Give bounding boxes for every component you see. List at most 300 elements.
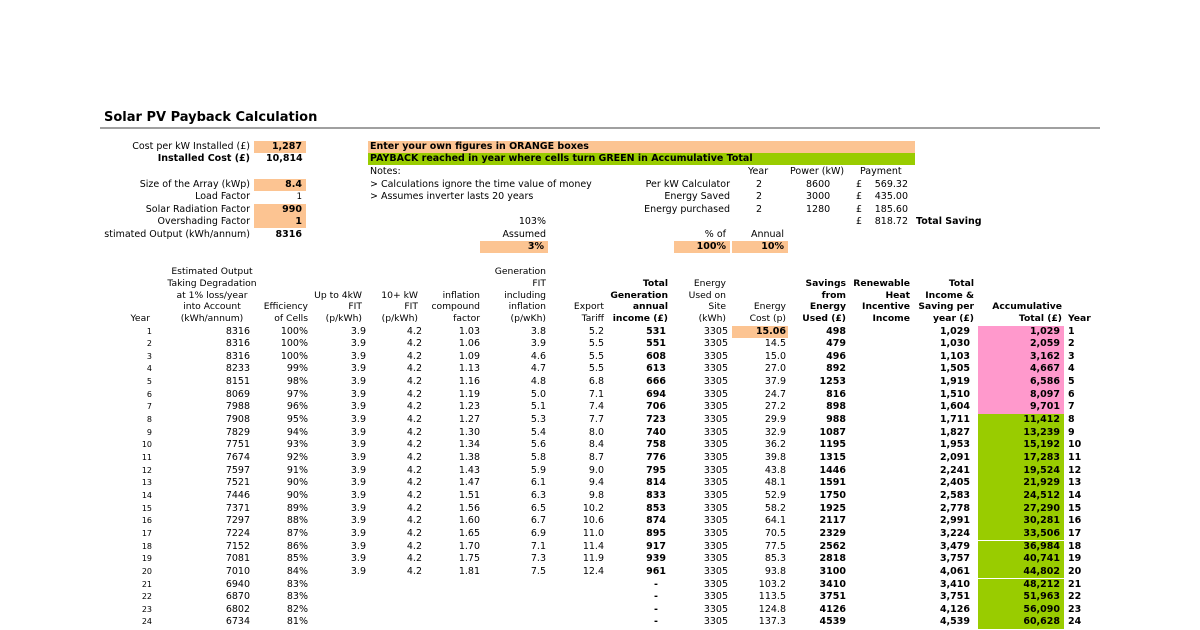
cell-output: 8316 xyxy=(225,338,250,350)
cell-cost: 27.2 xyxy=(764,401,786,413)
cost-per-kw-input[interactable]: 1,287 xyxy=(254,141,306,153)
cell-cost: 27.0 xyxy=(764,363,786,375)
table-row xyxy=(0,414,1200,427)
pct-of-label: % of xyxy=(704,229,726,240)
cell-year2: 19 xyxy=(1068,553,1082,565)
column-header-year-right: Year xyxy=(1068,313,1091,325)
page-title: Solar PV Payback Calculation xyxy=(104,110,318,125)
cell-output: 8233 xyxy=(225,363,250,375)
cell-total-income: 3,224 xyxy=(939,527,970,539)
payment-row-label: Energy purchased xyxy=(644,204,730,215)
cell-eff: 99% xyxy=(286,363,308,375)
cell-gen: 6.3 xyxy=(530,489,546,501)
cell-gen: 5.6 xyxy=(530,439,546,451)
cell-year2: 5 xyxy=(1068,376,1075,388)
cell-site: 3305 xyxy=(703,553,728,565)
cell-export: 6.8 xyxy=(588,376,604,388)
column-header-line: Energy xyxy=(693,277,726,289)
cell-site: 3305 xyxy=(703,515,728,527)
cell-total: 723 xyxy=(646,414,666,426)
column-header-line: Energy xyxy=(809,301,846,313)
cell-output: 7152 xyxy=(225,540,250,552)
column-header-year: Year xyxy=(130,313,150,325)
total-saving-currency: £ xyxy=(856,216,863,227)
cell-year2: 12 xyxy=(1068,464,1082,476)
cell-total: 613 xyxy=(646,363,666,375)
cell-total: 551 xyxy=(646,338,666,350)
cell-output: 7010 xyxy=(225,565,250,577)
cell-fit10: 4.2 xyxy=(406,363,422,375)
cell-cost: 48.1 xyxy=(764,477,786,489)
table-row xyxy=(0,490,1200,503)
cell-eff: 93% xyxy=(286,439,308,451)
payment-row-year: 2 xyxy=(756,179,763,190)
cell-total: 814 xyxy=(646,477,666,489)
column-header-line: Accumulative xyxy=(992,301,1062,313)
cell-fit4: 3.9 xyxy=(350,489,366,501)
cell-infl: 1.47 xyxy=(458,477,480,489)
column-header-line: Total xyxy=(642,277,668,289)
cell-year: 18 xyxy=(141,541,152,551)
cell-site: 3305 xyxy=(703,616,728,628)
cell-fit4: 3.9 xyxy=(350,325,366,337)
cell-year: 5 xyxy=(146,377,152,387)
column-header-line: Savings xyxy=(805,277,846,289)
cell-site: 3305 xyxy=(703,439,728,451)
cell-site: 3305 xyxy=(703,350,728,362)
solar-radiation-label: Solar Radiation Factor xyxy=(145,204,250,215)
cell-infl: 1.06 xyxy=(458,338,480,350)
column-header-line: Efficiency xyxy=(263,301,308,313)
cell-infl: 1.27 xyxy=(458,414,480,426)
cell-export xyxy=(552,579,604,592)
cell-cost: 15.06 xyxy=(732,326,788,339)
cell-fit4: 3.9 xyxy=(350,363,366,375)
table-row xyxy=(0,515,1200,528)
array-size-input[interactable]: 8.4 xyxy=(254,179,306,191)
table-row xyxy=(0,452,1200,465)
table-row xyxy=(0,389,1200,402)
cell-site: 3305 xyxy=(703,578,728,590)
payment-row-label: Per kW Calculator xyxy=(645,179,730,190)
annual-input[interactable]: 10% xyxy=(732,241,788,253)
cell-gen: 5.3 xyxy=(530,414,546,426)
cell-gen xyxy=(486,616,546,629)
column-header-line: Tariff xyxy=(581,313,604,325)
cell-site: 3305 xyxy=(703,489,728,501)
column-header-line: year (£) xyxy=(933,313,974,325)
cell-accum: 48,212 xyxy=(978,579,1064,592)
cell-eff: 84% xyxy=(286,565,308,577)
cell-output: 7521 xyxy=(225,477,250,489)
cell-savings: 1315 xyxy=(819,452,846,463)
table-row xyxy=(0,427,1200,440)
cell-accum: 3,162 xyxy=(978,351,1064,364)
cell-output: 6870 xyxy=(225,591,250,603)
cell-savings: 3751 xyxy=(819,591,846,603)
cell-export: 7.1 xyxy=(588,388,604,400)
cell-year: 22 xyxy=(141,592,152,602)
cell-infl: 1.56 xyxy=(458,502,480,514)
column-header-line: annual xyxy=(632,301,668,313)
cell-accum: 2,059 xyxy=(978,338,1064,351)
payment-row-currency: £ xyxy=(856,191,863,202)
cell-output: 8151 xyxy=(225,376,250,388)
cell-fit4: 3.9 xyxy=(350,565,366,577)
cell-export: 11.9 xyxy=(582,553,604,565)
cell-year: 24 xyxy=(141,617,152,627)
cell-total-income: 2,241 xyxy=(939,464,970,476)
cell-eff: 100% xyxy=(280,338,308,350)
column-header-line: into Account xyxy=(183,301,241,313)
cell-total-income: 4,126 xyxy=(939,603,970,615)
cell-infl: 1.60 xyxy=(458,515,480,527)
cell-fit4: 3.9 xyxy=(350,388,366,400)
cell-total-income: 2,991 xyxy=(939,515,970,527)
cell-total: 917 xyxy=(646,540,666,552)
overshading-label: Overshading Factor xyxy=(157,216,250,227)
column-header-line: (p/kWh) xyxy=(325,313,362,325)
cell-fit4: 3.9 xyxy=(350,414,366,426)
cell-output: 6940 xyxy=(225,578,250,590)
table-row xyxy=(0,579,1200,592)
cell-year2: 18 xyxy=(1068,540,1082,552)
title-rule xyxy=(100,127,1100,129)
cell-cost: 77.5 xyxy=(764,540,786,552)
cell-total: 795 xyxy=(646,464,666,476)
cell-site: 3305 xyxy=(703,591,728,603)
cell-infl: 1.81 xyxy=(458,565,480,577)
table-row xyxy=(0,616,1200,629)
payment-row-power: 8600 xyxy=(806,179,831,190)
payment-row-power: 3000 xyxy=(806,191,831,202)
cell-cost: 103.2 xyxy=(758,578,786,590)
cell-year2: 24 xyxy=(1068,616,1082,628)
cell-total-income: 3,410 xyxy=(939,578,970,590)
cell-accum: 9,701 xyxy=(978,401,1064,414)
cell-cost: 113.5 xyxy=(758,591,786,603)
cell-output: 8069 xyxy=(225,388,250,400)
cell-eff: 94% xyxy=(286,426,308,438)
cell-infl xyxy=(428,591,480,604)
load-factor-value: 1 xyxy=(296,192,302,202)
cell-savings: 1195 xyxy=(819,439,846,451)
cell-cost: 137.3 xyxy=(758,616,786,628)
cell-savings: 2818 xyxy=(819,553,846,565)
cell-year: 13 xyxy=(141,478,152,488)
cell-eff: 100% xyxy=(280,350,308,362)
cell-eff: 83% xyxy=(286,578,308,590)
cell-output: 7597 xyxy=(225,464,250,476)
cell-fit4: 3.9 xyxy=(350,540,366,552)
cell-accum: 11,412 xyxy=(978,414,1064,427)
cell-savings: 892 xyxy=(826,363,846,375)
cell-gen: 6.5 xyxy=(530,502,546,514)
cell-export: 10.6 xyxy=(582,515,604,527)
cell-export: 8.0 xyxy=(588,426,604,438)
column-header-line: Site xyxy=(708,301,726,313)
cell-total-income: 1,827 xyxy=(939,426,970,438)
solar-radiation-input[interactable]: 990 xyxy=(254,204,306,216)
column-header-line: Cost (p) xyxy=(749,313,786,325)
cell-year: 3 xyxy=(146,351,152,361)
table-row xyxy=(0,553,1200,566)
cell-year: 7 xyxy=(146,402,152,412)
column-header-line: Total (£) xyxy=(1018,313,1062,325)
table-row xyxy=(0,477,1200,490)
cell-year2: 1 xyxy=(1068,325,1075,337)
cell-cost: 32.9 xyxy=(764,426,786,438)
payment-row-currency: £ xyxy=(856,204,863,215)
cell-site: 3305 xyxy=(703,502,728,514)
orange-banner: Enter your own figures in ORANGE boxes xyxy=(368,141,915,153)
payment-row-year: 2 xyxy=(756,191,763,202)
est-output-value: 8316 xyxy=(275,229,302,240)
cell-site: 3305 xyxy=(703,565,728,577)
cell-export: 8.4 xyxy=(588,439,604,451)
cell-site: 3305 xyxy=(703,414,728,426)
cell-total-income: 3,479 xyxy=(939,540,970,552)
table-row xyxy=(0,401,1200,414)
cell-infl: 1.19 xyxy=(458,388,480,400)
cell-export: 9.8 xyxy=(588,489,604,501)
assumed-input[interactable]: 3% xyxy=(480,241,548,253)
cell-fit4 xyxy=(316,591,366,604)
cell-accum: 30,281 xyxy=(978,515,1064,528)
column-header-line: Export xyxy=(573,301,604,313)
cell-eff: 85% xyxy=(286,553,308,565)
column-header-line: inflation xyxy=(508,301,546,313)
cell-total: - xyxy=(654,616,658,628)
cell-accum: 33,506 xyxy=(978,528,1064,541)
cell-fit10: 4.2 xyxy=(406,502,422,514)
cell-total: 666 xyxy=(646,376,666,388)
cell-year: 1 xyxy=(146,326,152,336)
cell-gen: 5.1 xyxy=(530,401,546,413)
pct-of-input[interactable]: 100% xyxy=(674,241,730,253)
cell-output: 8316 xyxy=(225,325,250,337)
notes-label: Notes: xyxy=(370,166,401,177)
cell-fit10 xyxy=(372,579,422,592)
cell-year: 19 xyxy=(141,554,152,564)
cell-infl: 1.16 xyxy=(458,376,480,388)
cell-fit10 xyxy=(372,591,422,604)
cell-eff: 90% xyxy=(286,489,308,501)
cell-accum: 8,097 xyxy=(978,389,1064,402)
cell-export: 10.2 xyxy=(582,502,604,514)
cell-fit10: 4.2 xyxy=(406,553,422,565)
cell-gen: 6.9 xyxy=(530,527,546,539)
cell-total: 776 xyxy=(646,452,666,463)
cell-accum: 15,192 xyxy=(978,439,1064,452)
column-header-line: (kWh/annum) xyxy=(180,313,244,325)
cell-site: 3305 xyxy=(703,527,728,539)
cell-year: 21 xyxy=(141,579,152,589)
cell-fit4: 3.9 xyxy=(350,401,366,413)
cell-savings: 988 xyxy=(826,414,846,426)
table-row xyxy=(0,439,1200,452)
cell-infl: 1.34 xyxy=(458,439,480,451)
load-factor-label: Load Factor xyxy=(195,191,250,202)
cell-accum: 4,667 xyxy=(978,363,1064,376)
cell-export: 9.0 xyxy=(588,464,604,476)
table-row xyxy=(0,566,1200,579)
cell-total-income: 2,583 xyxy=(939,489,970,501)
cell-export: 12.4 xyxy=(582,565,604,577)
cell-total: - xyxy=(654,578,658,590)
overshading-input[interactable]: 1 xyxy=(254,216,306,228)
cell-fit4: 3.9 xyxy=(350,527,366,539)
total-saving-value: 818.72 xyxy=(874,216,908,227)
cell-savings: 898 xyxy=(826,401,846,413)
total-saving-label: Total Saving xyxy=(916,216,982,227)
cell-cost: 24.7 xyxy=(764,388,786,400)
note-line-1: > Calculations ignore the time value of money xyxy=(370,179,592,190)
cell-savings: 1591 xyxy=(819,477,846,489)
cell-accum: 44,802 xyxy=(978,566,1064,579)
cost-per-kw-label: Cost per kW Installed (£) xyxy=(132,141,250,152)
cell-cost: 58.2 xyxy=(764,502,786,514)
cell-infl: 1.65 xyxy=(458,527,480,539)
payment-row-power: 1280 xyxy=(806,204,831,215)
cell-gen: 5.8 xyxy=(530,452,546,463)
cell-savings: 3100 xyxy=(819,565,846,577)
cell-year: 2 xyxy=(146,339,152,349)
note-line-2: > Assumes inverter lasts 20 years xyxy=(370,191,534,202)
column-header-line: FIT xyxy=(348,301,362,313)
cell-export xyxy=(552,616,604,629)
cell-savings: 1087 xyxy=(819,426,846,438)
cell-export: 5.5 xyxy=(588,363,604,375)
table-row xyxy=(0,465,1200,478)
cell-year: 9 xyxy=(146,427,152,437)
cell-eff: 86% xyxy=(286,540,308,552)
cell-year2: 21 xyxy=(1068,578,1082,590)
cell-savings: 3410 xyxy=(819,578,846,590)
cell-export: 8.7 xyxy=(588,452,604,463)
cell-fit4: 3.9 xyxy=(350,502,366,514)
cell-total: 608 xyxy=(646,350,666,362)
cell-year2: 23 xyxy=(1068,603,1082,615)
cell-fit4 xyxy=(316,616,366,629)
cell-fit10: 4.2 xyxy=(406,414,422,426)
cell-accum: 21,929 xyxy=(978,477,1064,490)
cell-savings: 1253 xyxy=(819,376,846,388)
cell-total-income: 1,953 xyxy=(939,439,970,451)
cell-total-income: 2,778 xyxy=(939,502,970,514)
cell-savings: 496 xyxy=(826,350,846,362)
cell-fit10: 4.2 xyxy=(406,515,422,527)
table-row xyxy=(0,503,1200,516)
est-output-label: stimated Output (kWh/annum) xyxy=(104,229,250,240)
column-header-line: Estimated Output xyxy=(171,266,253,277)
cell-site: 3305 xyxy=(703,540,728,552)
cell-total-income: 1,604 xyxy=(939,401,970,413)
cell-fit4: 3.9 xyxy=(350,477,366,489)
cell-gen: 6.1 xyxy=(530,477,546,489)
cell-fit10: 4.2 xyxy=(406,477,422,489)
array-size-label: Size of the Array (kWp) xyxy=(139,179,250,190)
cell-year: 17 xyxy=(141,528,152,538)
column-header-line: Up to 4kW xyxy=(314,289,362,301)
cell-fit4: 3.9 xyxy=(350,452,366,463)
cell-accum: 6,586 xyxy=(978,376,1064,389)
cell-savings: 479 xyxy=(826,338,846,350)
cell-total-income: 1,510 xyxy=(939,388,970,400)
cell-eff: 88% xyxy=(286,515,308,527)
annual-label: Annual xyxy=(750,229,784,240)
cell-export: 7.4 xyxy=(588,401,604,413)
payment-row-value: 185.60 xyxy=(874,204,908,215)
cell-cost: 37.9 xyxy=(764,376,786,388)
cell-fit10 xyxy=(372,616,422,629)
cell-infl: 1.23 xyxy=(458,401,480,413)
cell-year: 11 xyxy=(141,453,152,462)
cell-fit10: 4.2 xyxy=(406,452,422,463)
column-header-line: Income & xyxy=(925,289,974,301)
table-row xyxy=(0,351,1200,364)
cell-gen: 6.7 xyxy=(530,515,546,527)
cell-eff: 82% xyxy=(286,603,308,615)
cell-fit10: 4.2 xyxy=(406,527,422,539)
cell-fit10: 4.2 xyxy=(406,565,422,577)
cell-export: 5.5 xyxy=(588,338,604,350)
cell-fit4 xyxy=(316,579,366,592)
cell-site: 3305 xyxy=(703,376,728,388)
cell-savings: 4126 xyxy=(819,603,846,615)
cell-cost: 124.8 xyxy=(758,603,786,615)
assumed-label: Assumed xyxy=(502,229,546,240)
cell-year: 23 xyxy=(141,604,152,614)
column-header-line: Saving per xyxy=(918,301,974,313)
cell-output: 7988 xyxy=(225,401,250,413)
cell-infl: 1.09 xyxy=(458,350,480,362)
column-header-line: Total xyxy=(948,277,974,289)
cell-cost: 36.2 xyxy=(764,439,786,451)
cell-accum: 36,984 xyxy=(978,541,1064,554)
cell-year: 12 xyxy=(141,465,152,475)
cell-infl: 1.43 xyxy=(458,464,480,476)
cell-year2: 14 xyxy=(1068,489,1082,501)
cell-site: 3305 xyxy=(703,338,728,350)
column-header-line: Generation xyxy=(610,289,668,301)
column-header-line: compound xyxy=(431,301,480,313)
cell-fit10: 4.2 xyxy=(406,388,422,400)
cell-total-income: 1,029 xyxy=(939,325,970,337)
cell-total: 694 xyxy=(646,388,666,400)
column-header-line: Incentive xyxy=(862,301,910,313)
cell-fit4: 3.9 xyxy=(350,553,366,565)
table-row xyxy=(0,326,1200,339)
cell-total-income: 1,030 xyxy=(939,338,970,350)
cell-year2: 11 xyxy=(1068,452,1082,463)
cell-cost: 70.5 xyxy=(764,527,786,539)
cell-eff: 100% xyxy=(280,325,308,337)
cell-fit10: 4.2 xyxy=(406,426,422,438)
cell-gen xyxy=(486,591,546,604)
cell-accum: 1,029 xyxy=(978,326,1064,339)
cell-fit10: 4.2 xyxy=(406,439,422,451)
cell-fit10: 4.2 xyxy=(406,376,422,388)
cell-savings: 4539 xyxy=(819,616,846,628)
column-header-line: Used (£) xyxy=(802,313,846,325)
cell-total: 939 xyxy=(646,553,666,565)
cell-output: 7674 xyxy=(225,452,250,463)
cell-accum: 56,090 xyxy=(978,604,1064,617)
cell-cost: 39.8 xyxy=(764,452,786,463)
cell-savings: 816 xyxy=(826,388,846,400)
cell-export: 11.0 xyxy=(582,527,604,539)
